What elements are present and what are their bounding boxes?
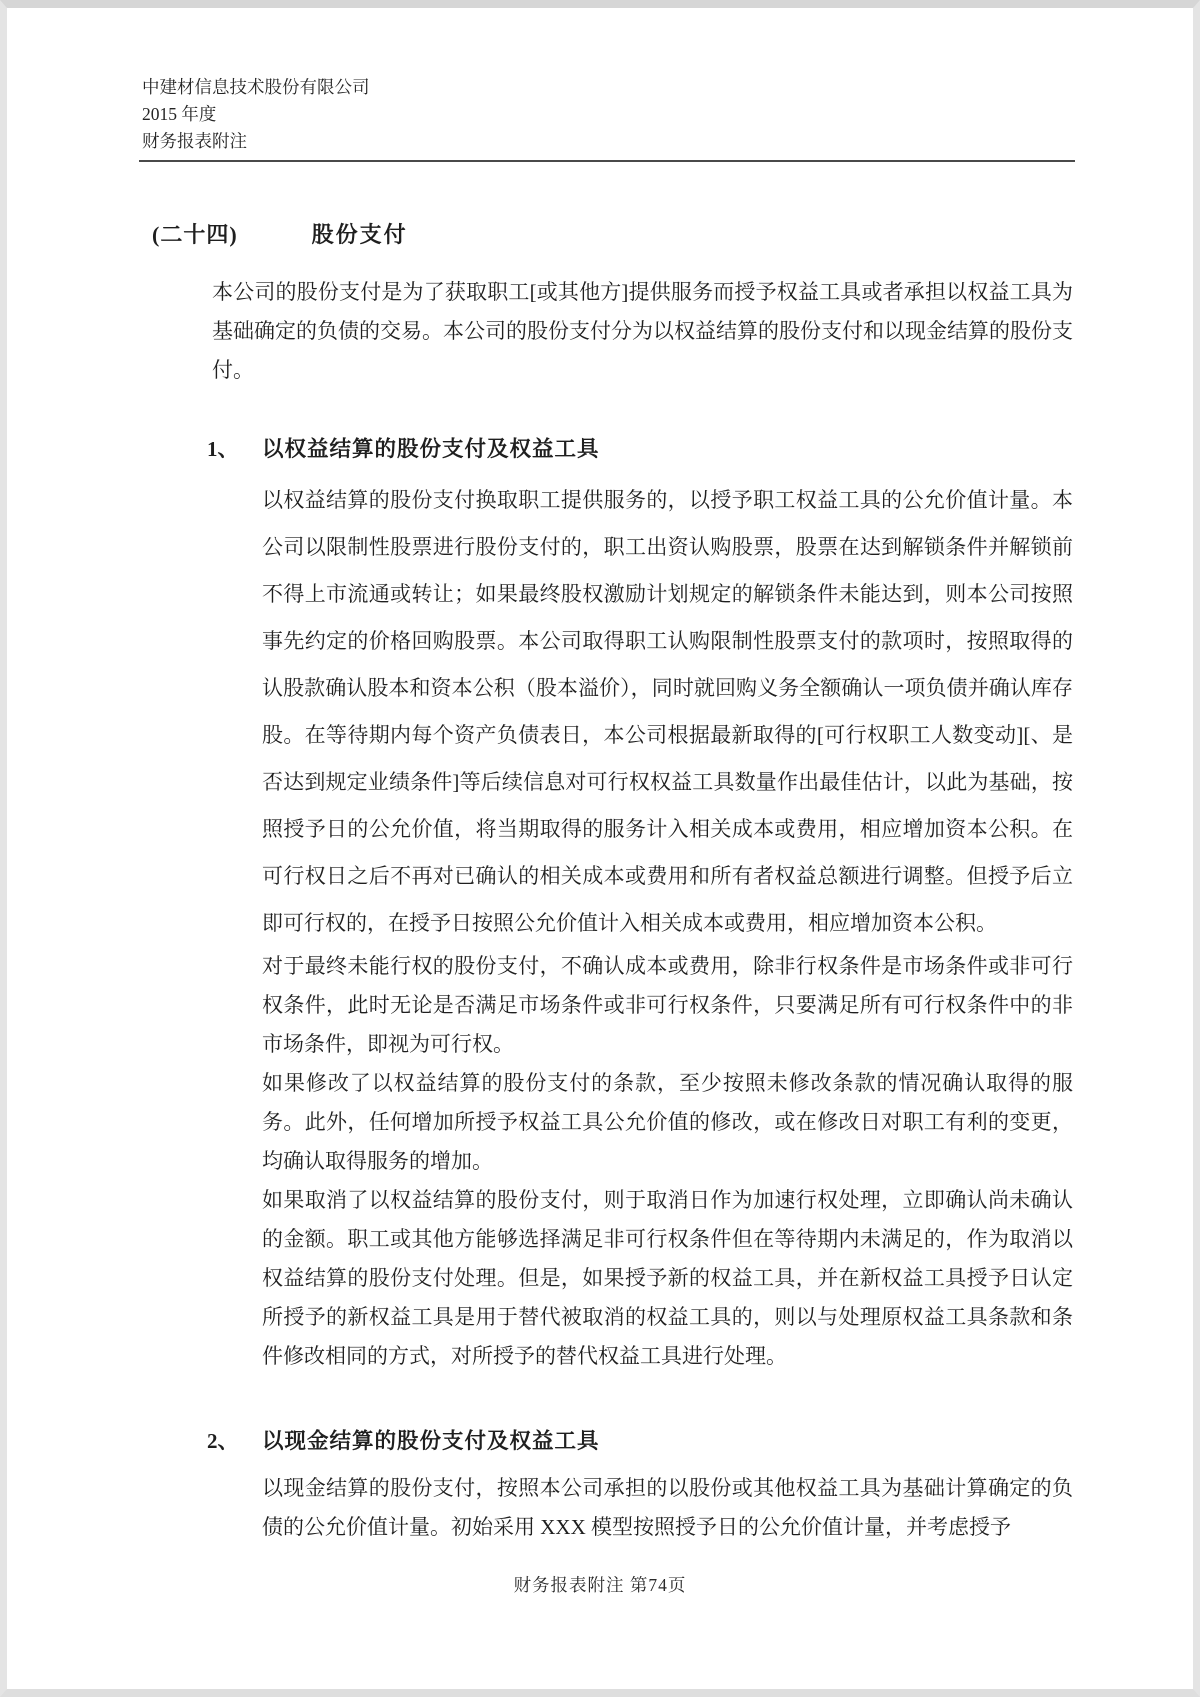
paragraph: 如果修改了以权益结算的股份支付的条款，至少按照未修改条款的情况确认取得的服务。此外，任何增加所授予权益工具公允价值的修改，或在修改日对职工有利的变更，均确认取得服务的增加。 xyxy=(262,1071,1073,1173)
paragraph: 以权益结算的股份支付换取职工提供服务的，以授予职工权益工具的公允价值计量。本公司以限制性股票进行股份支付的，职工出资认购股票，股票在达到解锁条件并解锁前不得上市流通或转让；如果最终股权激励计划规定的解锁条件未能达到，则本公司按照事先约定的价格回购股票。本公司取得职工认购限制性股票支付的款项时，按照取得的认股款确认股本和资本公积（股本溢价），同时就回购义务全额确认一项负债并确认库存股。在等待期内每个资产负债表日，本公司根据最新取得的[可行权职工人数变动][、是否达到规定业绩条件]等后续信息对可行权权益工具数量作出最佳估计，以此为基础，按照授予日的公允价值，将当期取得的服务计入相关成本或费用，相应增加资本公积。在可行权日之后不再对已确认的相关成本或费用和所有者权益总额进行调整。但授予后立即可行权的，在授予日按照公允价值计入相关成本或费用，相应增加资本公积。 xyxy=(262,488,1073,935)
subsection-heading xyxy=(207,432,1073,463)
paragraph: 对于最终未能行权的股份支付，不确认成本或费用，除非行权条件是市场条件或非可行权条件，此时无论是否满足市场条件或非可行权条件，只要满足所有可行权条件中的非市场条件，即视为可行权。 xyxy=(262,954,1073,1056)
page-footer xyxy=(7,1572,1193,1597)
footer-page-label: 财务报表附注 第74页 xyxy=(513,1575,687,1595)
subsection-number: 2、 xyxy=(207,1429,239,1453)
subsection-cash-settled xyxy=(207,1424,1073,1547)
paragraph: 如果取消了以权益结算的股份支付，则于取消日作为加速行权处理，立即确认尚未确认的金额。职工或其他方能够选择满足非可行权条件但在等待期内未满足的，作为取消以权益结算的股份支付处理。但是，如果授予新的权益工具，并在新权益工具授予日认定所授予的新权益工具是用于替代被取消的权益工具的，则以与处理原权益工具条款和条件修改相同的方式，对所授予的替代权益工具进行处理。 xyxy=(262,1188,1073,1368)
header-company-name: 中建材信息技术股份有限公司 xyxy=(142,77,370,97)
paragraph: 以现金结算的股份支付，按照本公司承担的以股份或其他权益工具为基础计算确定的负债的公允价值计量。初始采用 XXX 模型按照授予日的公允价值计量，并考虑授予 xyxy=(262,1476,1073,1539)
page-header xyxy=(142,74,1073,155)
header-year: 2015 年度 xyxy=(142,104,217,124)
document-body xyxy=(7,218,1193,1547)
subsection-heading xyxy=(207,1424,1073,1455)
section-title: 股份支付 xyxy=(311,222,408,247)
subsection-title: 以权益结算的股份支付及权益工具 xyxy=(262,437,600,461)
subsection-title: 以现金结算的股份支付及权益工具 xyxy=(262,1429,600,1453)
section-heading xyxy=(152,218,1073,249)
section-number: (二十四) xyxy=(152,222,238,247)
subsection-equity-settled xyxy=(207,432,1073,1376)
header-doc-title: 财务报表附注 xyxy=(142,131,247,151)
header-divider xyxy=(139,160,1075,162)
subsection-number: 1、 xyxy=(207,437,239,461)
section-intro-paragraph: 本公司的股份支付是为了获取职工[或其他方]提供服务而授予权益工具或者承担以权益工具为基础确定的负债的交易。本公司的股份支付分为以权益结算的股份支付和以现金结算的股份支付。 xyxy=(212,280,1073,382)
